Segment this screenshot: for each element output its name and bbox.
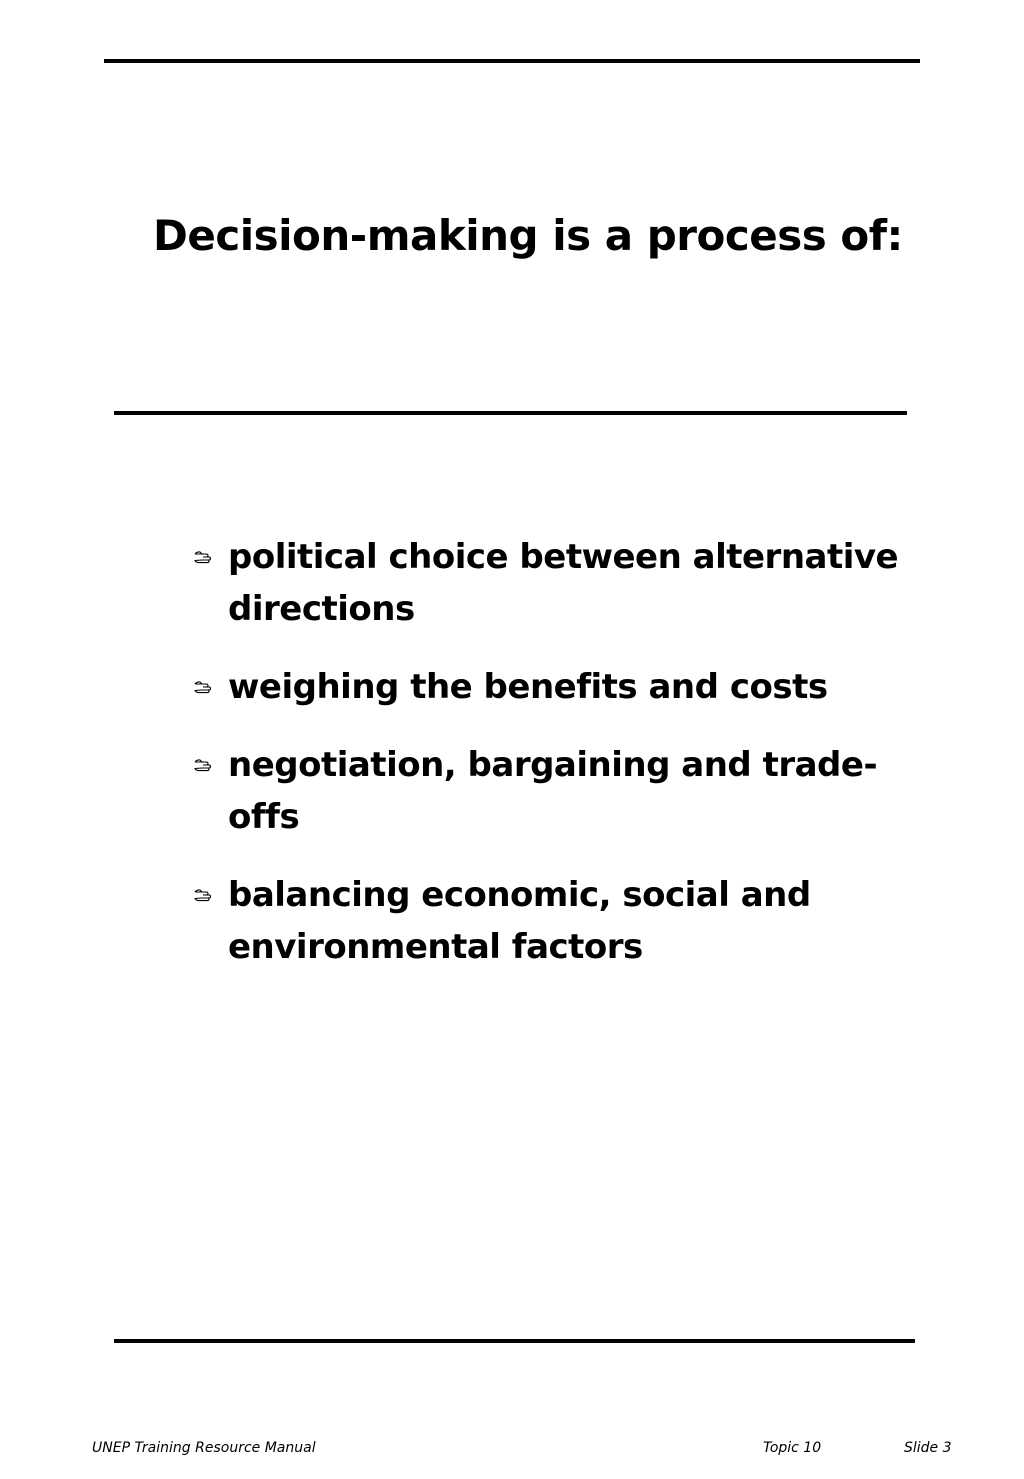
footer-slide-number: Slide 3 [904, 1440, 952, 1456]
pointing-hand-icon [194, 888, 216, 902]
bottom-divider [114, 1339, 915, 1343]
bullet-text: negotiation, bargaining and trade-offs [228, 745, 878, 837]
bullet-item [190, 869, 910, 973]
bullet-list [190, 531, 910, 999]
pointing-hand-icon [194, 550, 216, 564]
pointing-hand-icon [194, 758, 216, 772]
bullet-text: weighing the benefits and costs [228, 667, 828, 707]
title-divider [114, 411, 907, 415]
bullet-item [190, 739, 910, 843]
top-divider [104, 59, 920, 63]
bullet-item [190, 531, 910, 635]
bullet-text: balancing economic, social and environmental factors [228, 875, 811, 967]
footer-source: UNEP Training Resource Manual [92, 1440, 316, 1456]
slide-title: Decision-making is a process of: [153, 211, 903, 260]
footer-topic: Topic 10 [763, 1440, 822, 1456]
bullet-item [190, 661, 910, 713]
bullet-text: political choice between alternative directions [228, 537, 899, 629]
pointing-hand-icon [194, 680, 216, 694]
